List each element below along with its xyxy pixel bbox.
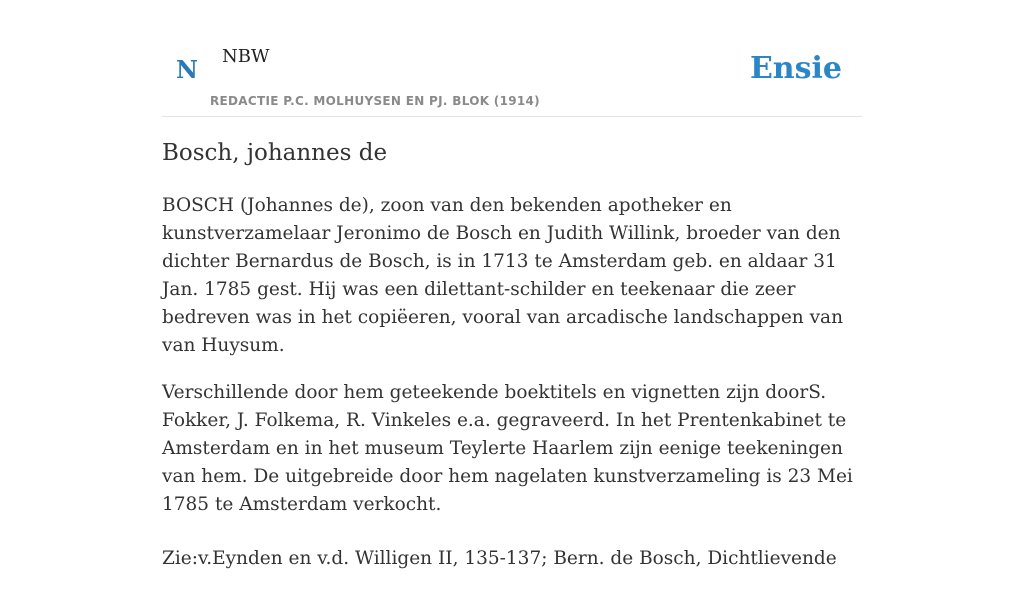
source-header (162, 0, 862, 117)
source-subtitle: REDACTIE P.C. MOLHUYSEN EN PJ. BLOK (1914) (210, 94, 540, 108)
entry-reference: Zie:v.Eynden en v.d. Willigen II, 135-137; Bern. de Bosch, Dichtlievende (162, 548, 837, 569)
entry-body (162, 192, 862, 592)
entry-paragraph: Verschillende door hem geteekende boektitels en vignetten zijn doorS. Fokker, J. Folkema, R. Vinkeles e.a. gegraveerd. In het Prentenkabinet te Amsterdam en in het museum Teylerte Haarlem zijn eenige teekeningen van hem. De uitgebreide door hem nagelaten kunstverzameling is 23 Mei 1785 te Amsterdam verkocht. (162, 382, 853, 515)
entry-paragraph: BOSCH (Johannes de), zoon van den bekenden apotheker en kunstverzamelaar Jeronimo de Bosch en Judith Willink, broeder van den dichter Bernardus de Bosch, is in 1713 te Amsterdam geb. en aldaar 31 Jan. 1785 gest. Hij was een dilettant-schilder en teekenaar die zeer bedreven was in het copiëeren, vooral van arcadische landschappen van van Huysum. (162, 195, 843, 356)
entry-title: Bosch, johannes de (162, 140, 388, 166)
source-title-link[interactable]: NBW (222, 46, 270, 67)
source-logo[interactable]: N (176, 55, 198, 84)
article-page (162, 0, 862, 569)
ensie-logo-link[interactable]: Ensie (749, 51, 842, 86)
